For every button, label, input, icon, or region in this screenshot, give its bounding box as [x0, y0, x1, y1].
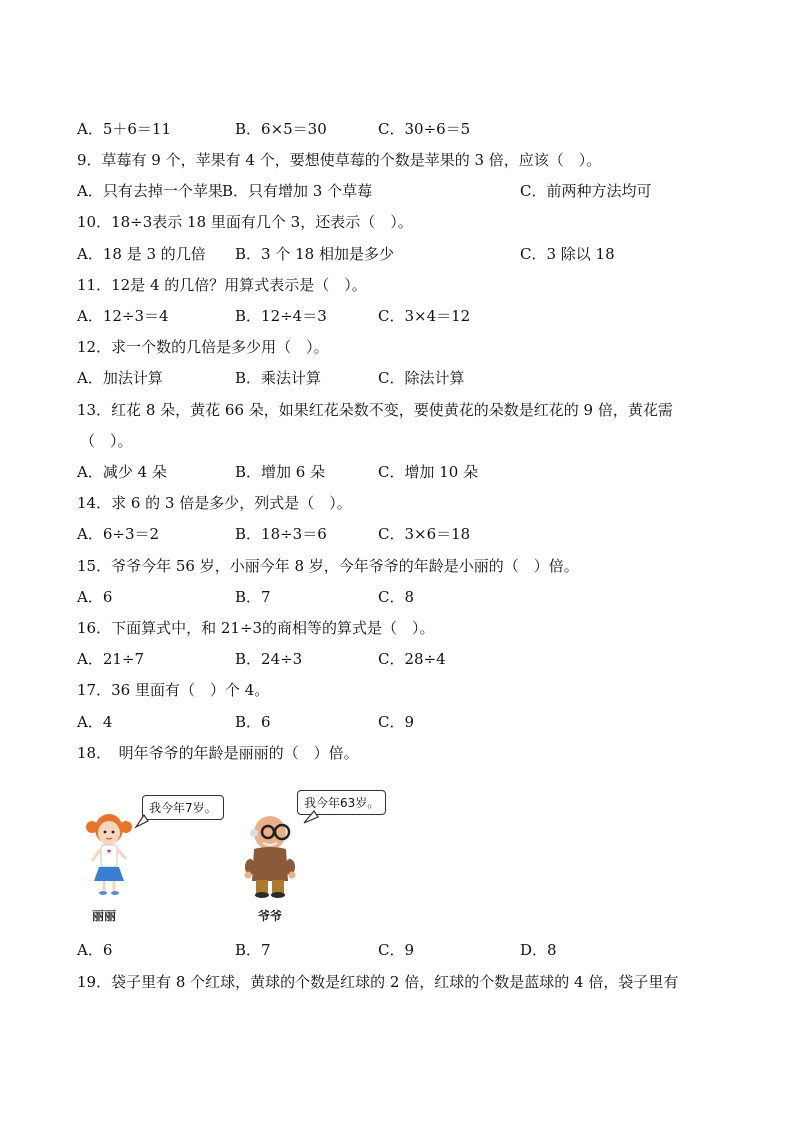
q14-option-b: B．18÷3＝6 [235, 525, 327, 543]
q13-question-continued: （ ）。 [80, 432, 133, 450]
q9-option-b: B．只有增加 3 个草莓 [222, 182, 373, 200]
q13-option-a: A．减少 4 朵 [77, 463, 167, 481]
q9-option-c: C．前两种方法均可 [520, 182, 652, 200]
q10-option-a: A．18 是 3 的几倍 [77, 245, 206, 263]
q10-option-b: B．3 个 18 相加是多少 [235, 245, 394, 263]
girl-speech-bubble: 我今年7岁。 [142, 795, 224, 820]
q12-option-a: A．加法计算 [77, 369, 163, 387]
q15-question: 15．爷爷今年 56 岁，小丽今年 8 岁，今年爷爷的年龄是小丽的（ ）倍。 [77, 557, 579, 575]
grandpa-speech-bubble: 我今年63岁。 [297, 790, 386, 815]
q16-question: 16．下面算式中，和 21÷3的商相等的算式是（ ）。 [77, 619, 435, 637]
q14-question: 14．求 6 的 3 倍是多少，列式是（ ）。 [77, 494, 352, 512]
q8-option-b: B．6×5＝30 [235, 120, 327, 138]
q15-option-a: A．6 [77, 588, 113, 606]
q16-option-c: C．28÷4 [378, 650, 446, 668]
q14-option-a: A．6÷3＝2 [77, 525, 160, 543]
q18-question: 18． 明年爷爷的年龄是丽丽的（ ）倍。 [77, 744, 359, 762]
q18-option-c: C．9 [378, 941, 415, 959]
grandpa-bubble-tail [304, 811, 318, 823]
q11-option-a: A．12÷3＝4 [77, 307, 169, 325]
q13-question: 13．红花 8 朵，黄花 66 朵，如果红花朵数不变，要使黄花的朵数是红花的 9 倍，黄花需 [77, 401, 673, 419]
q9-question: 9．草莓有 9 个，苹果有 4 个，要想使草莓的个数是苹果的 3 倍，应该（ ）。 [77, 151, 602, 169]
q8-option-a: A．5＋6＝11 [77, 120, 172, 138]
q11-question: 11．12是 4 的几倍？用算式表示是（ ）。 [77, 276, 367, 294]
q15-option-c: C．8 [378, 588, 415, 606]
q18-option-a: A．6 [77, 941, 113, 959]
q14-option-c: C．3×6＝18 [378, 525, 471, 543]
q18-figure [82, 781, 392, 929]
grandpa-icon [245, 816, 296, 898]
q11-option-b: B．12÷4＝3 [235, 307, 327, 325]
q18-option-d: D．8 [520, 941, 557, 959]
q11-option-c: C．3×4＝12 [378, 307, 471, 325]
q12-option-c: C．除法计算 [378, 369, 465, 387]
q17-option-a: A．4 [77, 713, 113, 731]
q17-question: 17．36 里面有（ ）个 4。 [77, 681, 270, 699]
grandpa-caption: 爷爷 [258, 909, 283, 923]
q8-option-c: C．30÷6＝5 [378, 120, 471, 138]
figure-illustration [82, 781, 392, 929]
q17-option-b: B．6 [235, 713, 271, 731]
q18-option-b: B．7 [235, 941, 271, 959]
q9-option-a: A．只有去掉一个苹果 [77, 182, 223, 200]
q13-option-b: B．增加 6 朵 [235, 463, 326, 481]
girl-bubble-tail [136, 815, 148, 827]
q10-question: 10．18÷3表示 18 里面有几个 3，还表示（ ）。 [77, 213, 413, 231]
q16-option-b: B．24÷3 [235, 650, 303, 668]
girl-icon [86, 814, 132, 895]
q16-option-a: A．21÷7 [77, 650, 145, 668]
q13-option-c: C．增加 10 朵 [378, 463, 479, 481]
q17-option-c: C．9 [378, 713, 415, 731]
q19-question: 19．袋子里有 8 个红球，黄球的个数是红球的 2 倍，红球的个数是蓝球的 4 倍，袋子里有 [77, 973, 679, 991]
q12-question: 12．求一个数的几倍是多少用（ ）。 [77, 338, 329, 356]
girl-caption: 丽丽 [92, 909, 117, 923]
q15-option-b: B．7 [235, 588, 271, 606]
q12-option-b: B．乘法计算 [235, 369, 322, 387]
q10-option-c: C．3 除以 18 [520, 245, 615, 263]
